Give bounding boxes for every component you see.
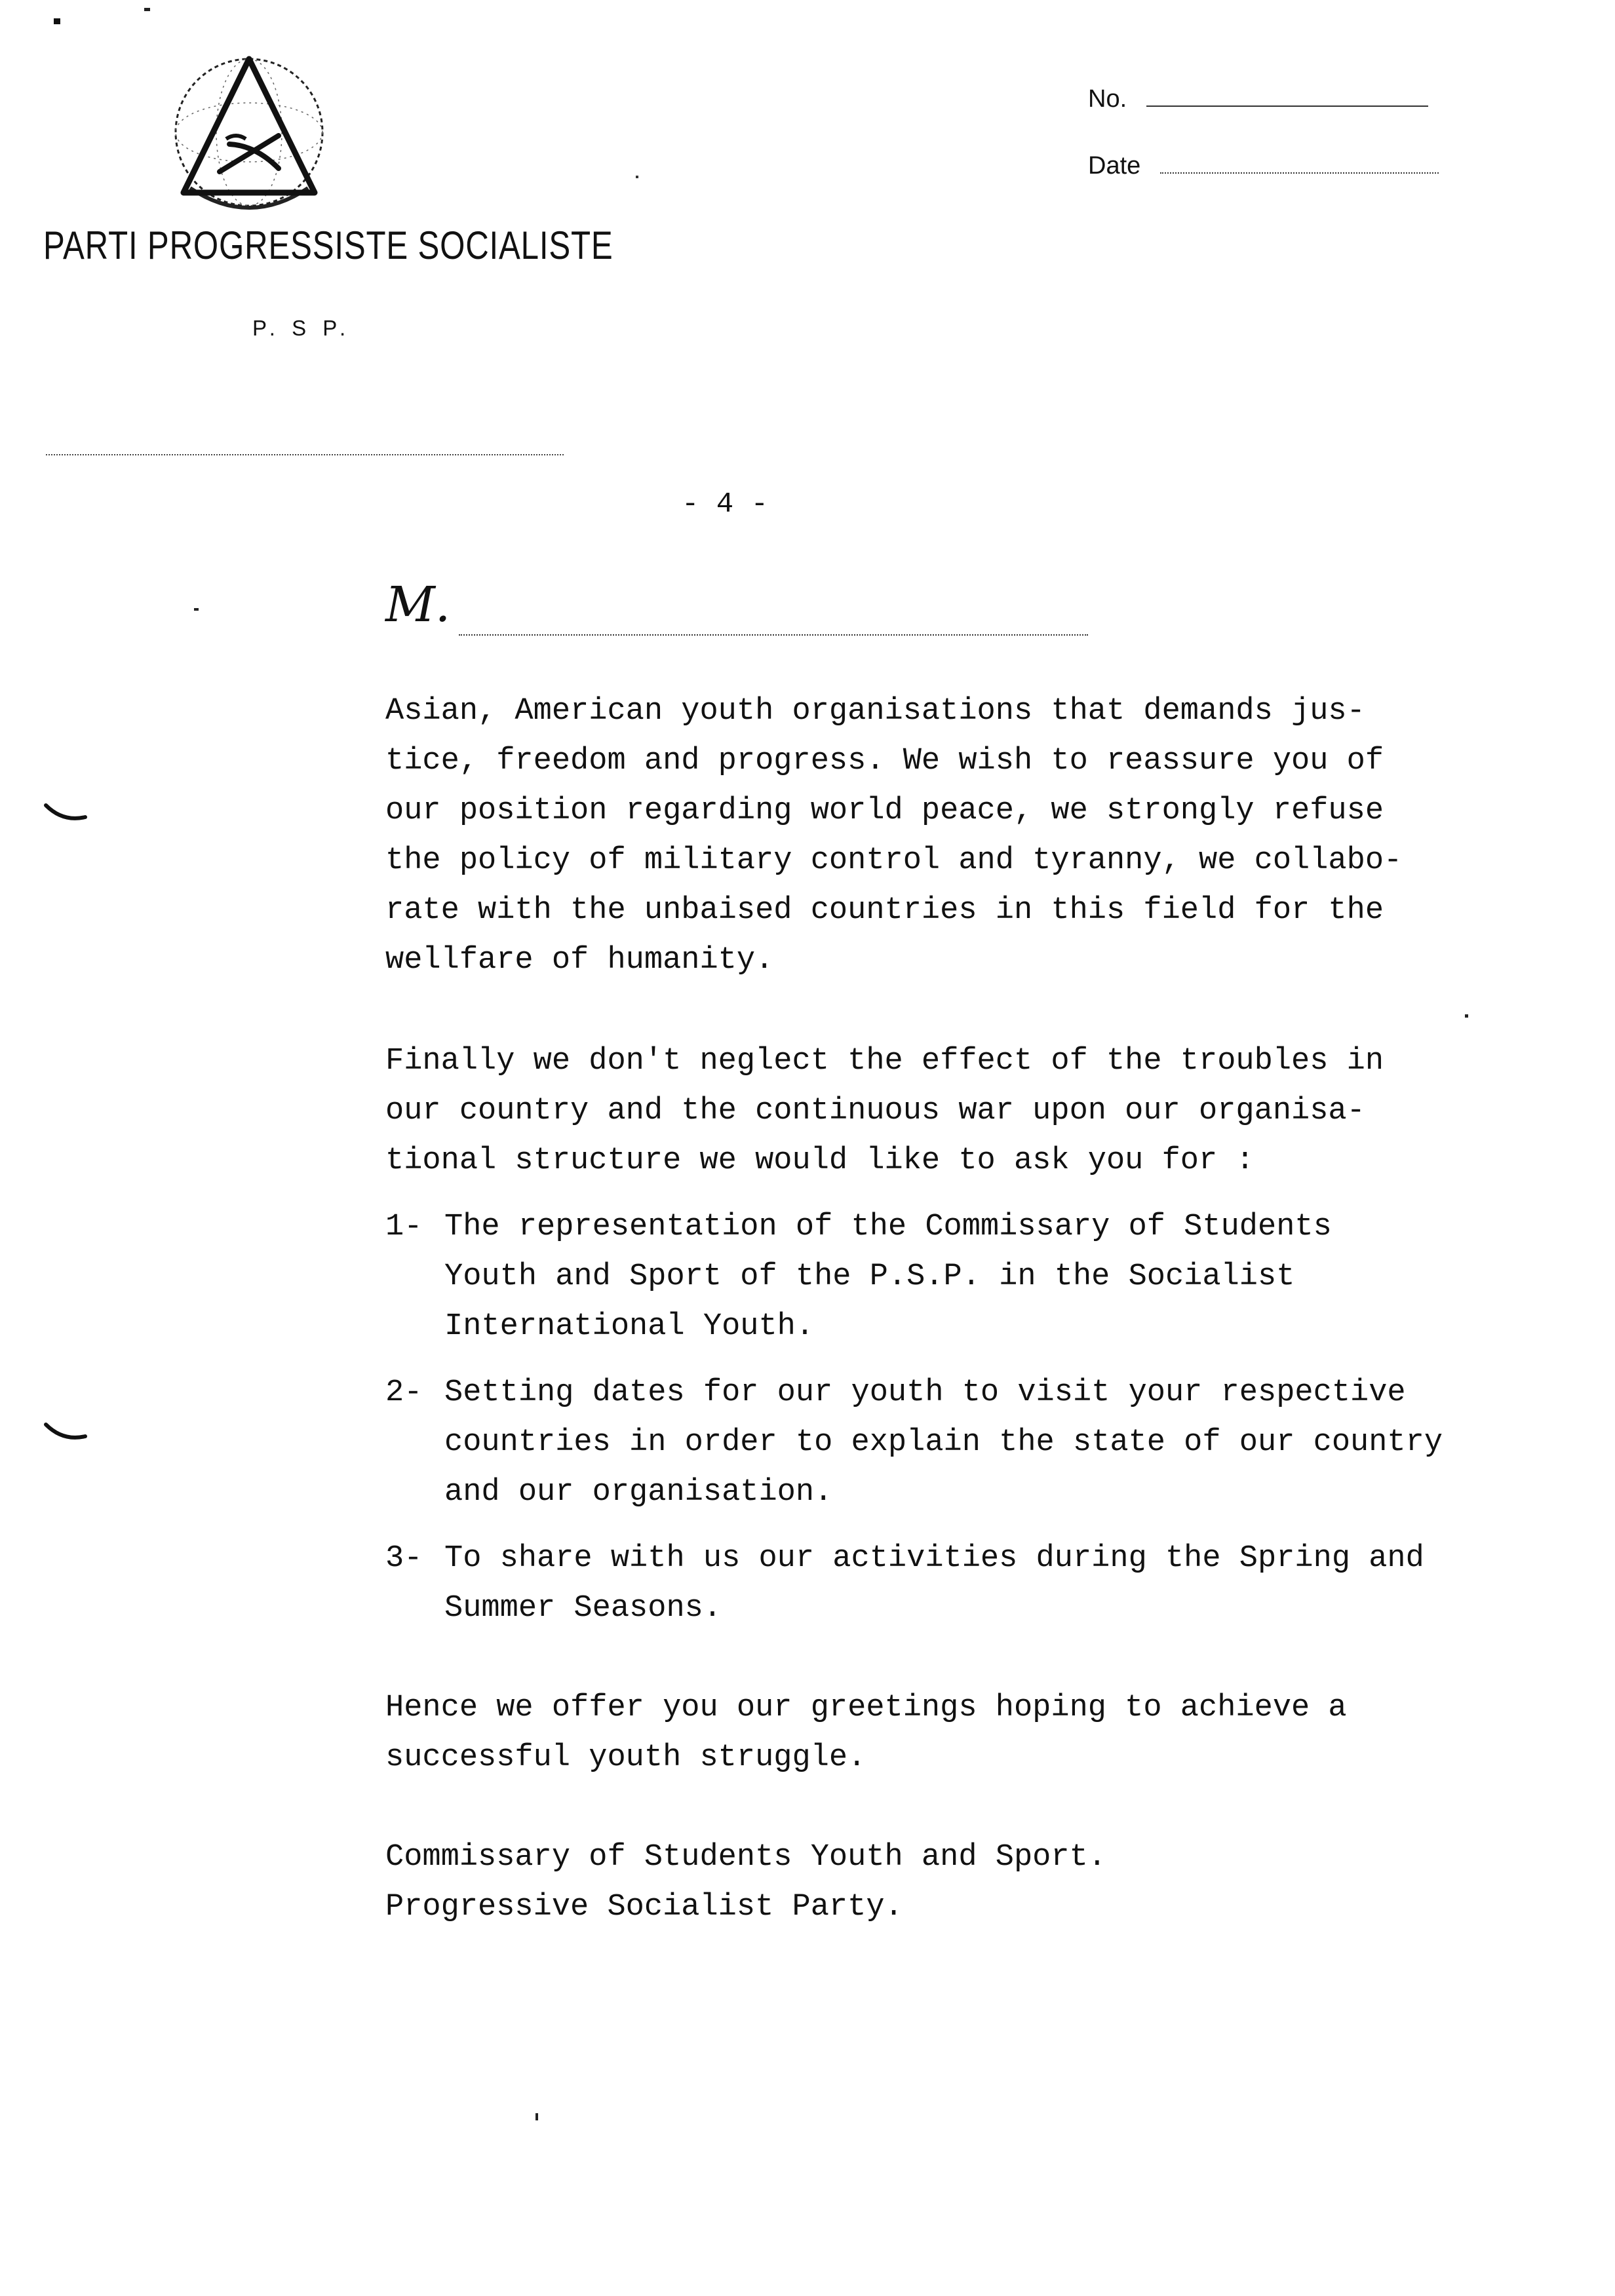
text-line: Finally we don't neglect the effect of the troubles in [385, 1044, 1384, 1079]
request-item-1 [385, 1202, 1539, 1352]
text-line: To share with us our activities during the Spring and [444, 1541, 1424, 1576]
text-line: Setting dates for our youth to visit your respective [444, 1375, 1406, 1410]
punch-mark-icon [43, 1422, 89, 1448]
text-line: tional structure we would like to ask you for : [385, 1143, 1255, 1178]
text-line: tice, freedom and progress. We wish to reassure you of [385, 744, 1384, 778]
number-field [1146, 105, 1428, 107]
text-line: International Youth. [444, 1309, 815, 1344]
text-line: The representation of the Commissary of Students [444, 1210, 1332, 1244]
page-number: - 4 - [682, 488, 769, 521]
punch-mark-icon [43, 803, 89, 829]
text-line: successful youth struggle. [385, 1740, 866, 1775]
request-item-2 [385, 1368, 1539, 1518]
text-line: our position regarding world peace, we strongly refuse [385, 794, 1384, 828]
text-line: the policy of military control and tyranny, we collabo- [385, 843, 1403, 878]
scan-speck [144, 8, 150, 11]
scan-speck [194, 608, 199, 611]
party-abbreviation: P. S P. [252, 316, 351, 340]
scan-speck [1465, 1014, 1468, 1018]
text-line: our country and the continuous war upon our organisa- [385, 1094, 1365, 1128]
salutation: M. [385, 577, 451, 633]
text-line: Summer Seasons. [444, 1591, 722, 1626]
text-line: Youth and Sport of the P.S.P. in the Socialist [444, 1259, 1295, 1294]
scan-speck [636, 176, 638, 178]
request-number: 3- [385, 1541, 423, 1576]
text-line: countries in order to explain the state of our country [444, 1425, 1443, 1460]
request-number: 1- [385, 1210, 423, 1244]
scan-speck [535, 2113, 538, 2120]
party-name: PARTI PROGRESSISTE SOCIALISTE [43, 223, 613, 267]
request-number: 2- [385, 1375, 423, 1410]
header-rule [46, 454, 564, 455]
text-line: Commissary of Students Youth and Sport. [385, 1840, 1106, 1875]
scan-speck [54, 18, 60, 24]
date-label: Date [1088, 152, 1141, 180]
reference-number [1088, 85, 1428, 113]
salutation-line [459, 634, 1088, 636]
psp-emblem-icon [164, 47, 334, 218]
paragraph-1 [385, 687, 1539, 985]
request-item-3 [385, 1534, 1539, 1634]
letter-body [385, 687, 1539, 1932]
date-field [1160, 172, 1439, 174]
text-line: rate with the unbaised countries in this field for the [385, 893, 1384, 928]
text-line: Hence we offer you our greetings hoping to achieve a [385, 1691, 1347, 1725]
text-line: Asian, American youth organisations that demands jus- [385, 694, 1365, 729]
text-line: wellfare of humanity. [385, 943, 774, 978]
text-line: and our organisation. [444, 1475, 833, 1510]
signature-block [385, 1833, 1539, 1932]
closing-paragraph [385, 1683, 1539, 1783]
number-label: No. [1088, 85, 1127, 113]
paragraph-2 [385, 1037, 1539, 1186]
text-line: Progressive Socialist Party. [385, 1890, 903, 1924]
reference-date [1088, 152, 1439, 180]
